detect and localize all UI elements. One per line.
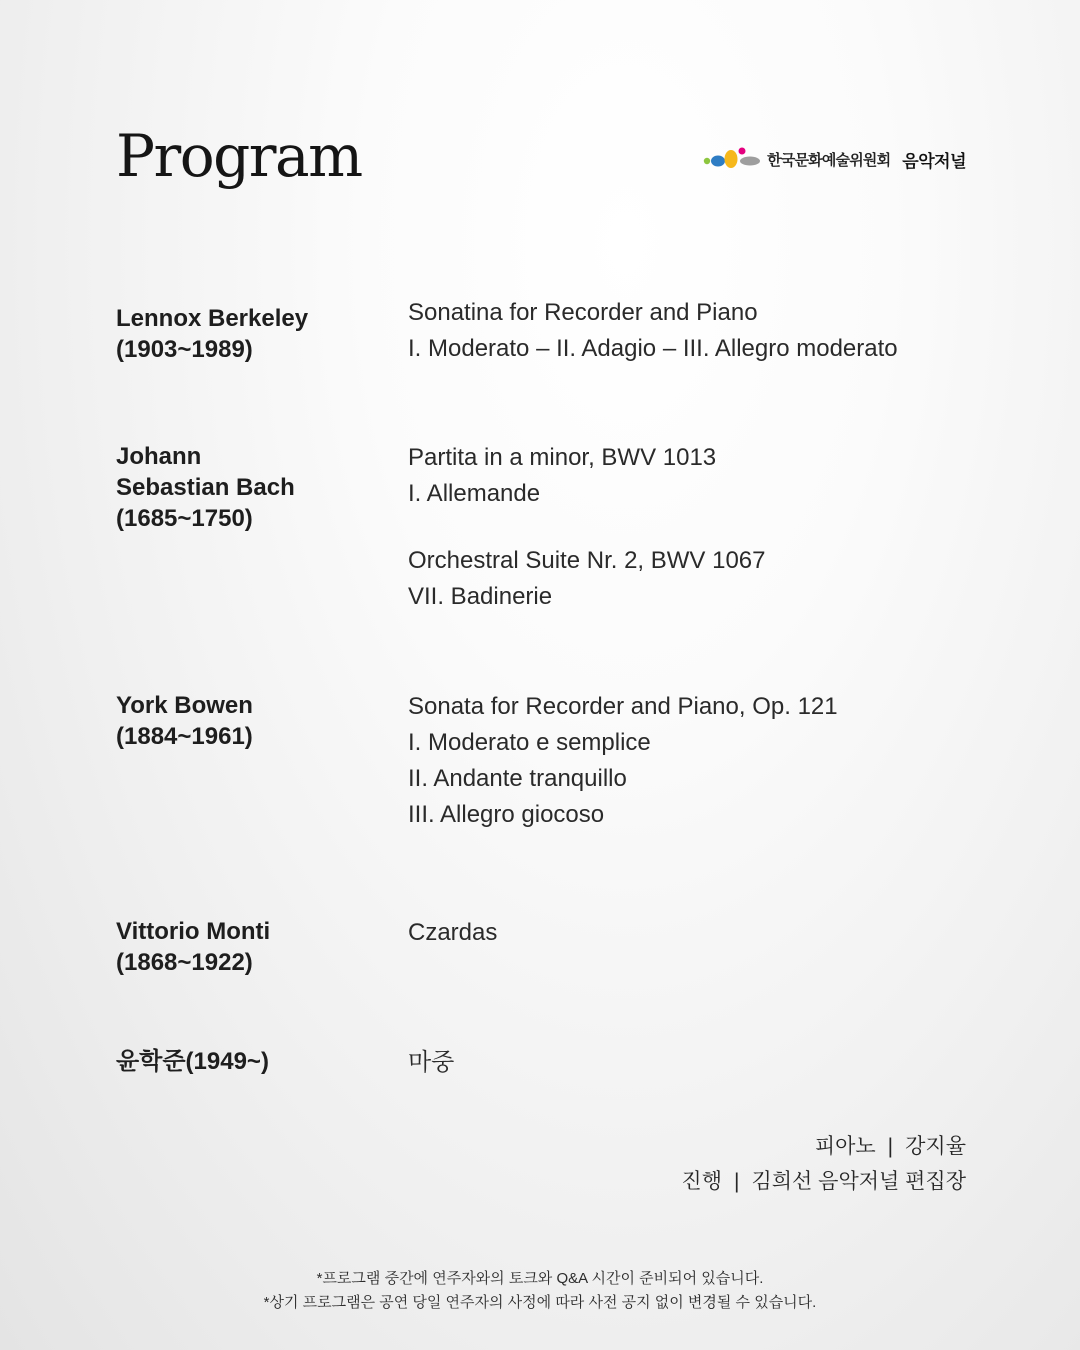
work-title: Partita in a minor, BWV 1013: [408, 444, 717, 471]
works-bach: [408, 440, 1028, 615]
composer-name: Vittorio Monti: [116, 918, 271, 945]
works-berkeley: [408, 295, 1028, 367]
works-yoon: [408, 1045, 1028, 1081]
work-title: Czardas: [408, 919, 498, 946]
credit-host: [681, 1164, 966, 1199]
credit-role: 진행: [681, 1170, 722, 1193]
performer-credits: [681, 1129, 966, 1199]
work-movement: I. Moderato e semplice: [408, 729, 651, 756]
composer-monti: [116, 916, 366, 978]
composer-dates: (1868~1922): [116, 949, 253, 976]
credit-separator: |: [887, 1135, 894, 1158]
composer-bach: [116, 441, 366, 534]
credit-name: 김희선 음악저널 편집장: [751, 1170, 966, 1193]
composer-dates: (1685~1750): [116, 505, 253, 532]
works-monti: [408, 915, 1028, 951]
composer-dates: (1884~1961): [116, 723, 253, 750]
works-bowen: [408, 689, 1028, 833]
work-movement: II. Andante tranquillo: [408, 765, 627, 792]
composer-name-first: Johann: [116, 443, 202, 470]
composer-berkeley: [116, 303, 366, 365]
logo-dot-green: [704, 158, 710, 164]
footnote: *프로그램 중간에 연주자와의 토크와 Q&A 시간이 준비되어 있습니다.: [316, 1270, 764, 1287]
composer-yoon: [116, 1046, 366, 1077]
work-movement: I. Allemande: [408, 480, 541, 507]
logo-dot-yellow: [725, 150, 738, 168]
logo-dot-blue: [711, 156, 725, 167]
credit-name: 강지율: [905, 1135, 966, 1158]
composer-name-dates: 윤학준(1949~): [116, 1048, 269, 1075]
footnotes: [0, 1267, 1080, 1315]
work-movement: VII. Badinerie: [408, 583, 553, 610]
composer-name: York Bowen: [116, 692, 253, 719]
arts-council-logo: [703, 144, 966, 174]
composer-name-last: Sebastian Bach: [116, 474, 295, 501]
composer-name: Lennox Berkeley: [116, 305, 309, 332]
composer-bowen: [116, 690, 366, 752]
logo-dot-magenta: [739, 148, 746, 155]
page-title: Program: [116, 122, 362, 190]
logo-dots-icon: [703, 144, 761, 174]
work-title: Sonatina for Recorder and Piano: [408, 299, 758, 326]
logo-wordmark: 한국문화예술위원회: [767, 151, 891, 169]
work-title: Orchestral Suite Nr. 2, BWV 1067: [408, 547, 766, 574]
footnote: *상기 프로그램은 공연 당일 연주자의 사정에 따라 사전 공지 없이 변경될 수 있습니다.: [263, 1294, 817, 1311]
music-journal-logo: 음악저널: [902, 151, 966, 171]
work-title: 마중: [408, 1049, 455, 1076]
composer-dates: (1903~1989): [116, 336, 253, 363]
logo-dot-gray: [740, 157, 760, 166]
credit-separator: |: [734, 1170, 740, 1193]
work-title: Sonata for Recorder and Piano, Op. 121: [408, 693, 838, 720]
work-movement: III. Allegro giocoso: [408, 801, 605, 828]
credit-piano: [681, 1129, 966, 1164]
credit-role: 피아노: [814, 1135, 876, 1158]
work-movements: I. Moderato – II. Adagio – III. Allegro moderato: [408, 335, 898, 362]
